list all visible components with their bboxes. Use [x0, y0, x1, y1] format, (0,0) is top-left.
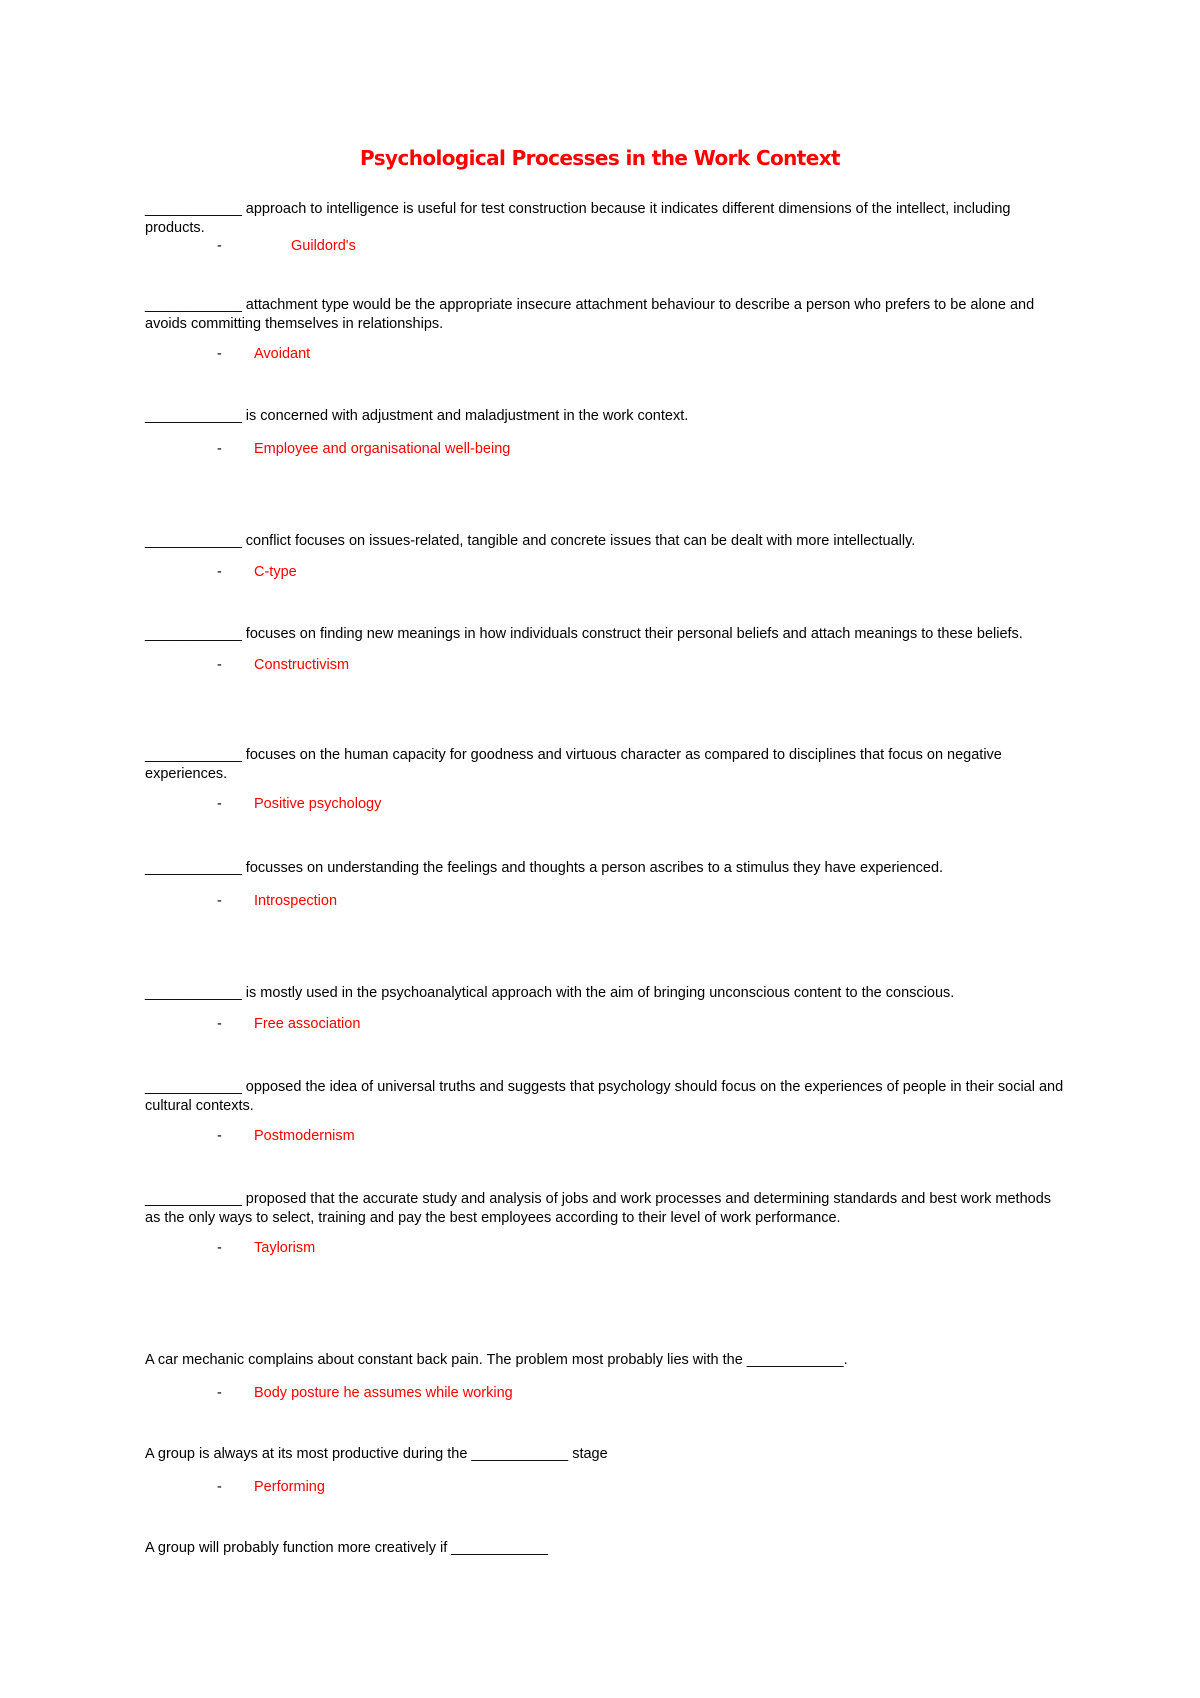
answer-text: Constructivism [254, 656, 350, 673]
answer-bullet: - [217, 440, 222, 457]
question-text: ____________ focuses on finding new meanings in how individuals construct their personal beliefs and attach meanings to these beliefs. [145, 626, 1023, 642]
answer-line [145, 563, 1065, 582]
question-block [145, 746, 1065, 814]
answer-line [145, 345, 1065, 364]
answer-bullet: - [217, 796, 222, 812]
answer-line [145, 1239, 1065, 1258]
answer-text: Employee and organisational well-being [254, 440, 511, 457]
question-text: ____________ attachment type would be the appropriate insecure attachment behaviour to describe a person who prefers to be alone and avoids committing themselves in relationships. [145, 297, 1035, 332]
answer-line [145, 892, 1065, 911]
answer-line [145, 237, 1065, 256]
question-block [145, 625, 1065, 675]
answer-line [145, 1127, 1065, 1146]
answer-line [145, 656, 1065, 675]
answer-bullet: - [217, 1384, 222, 1401]
answer-line [145, 440, 1065, 459]
question-block [145, 984, 1065, 1034]
answer-bullet: - [217, 346, 222, 362]
question-text: A car mechanic complains about constant back pain. The problem most probably lies with the ____________. [145, 1352, 848, 1368]
question-block [145, 407, 1065, 459]
answer-bullet: - [217, 892, 222, 909]
question-block [145, 1539, 1065, 1558]
question-text: ____________ conflict focuses on issues-related, tangible and concrete issues that can be dealt with more intellectually. [145, 533, 916, 549]
answer-bullet: - [217, 563, 222, 580]
answer-bullet: - [217, 1015, 222, 1032]
question-text: ____________ is mostly used in the psychoanalytical approach with the aim of bringing unconscious content to the conscious. [145, 985, 955, 1001]
question-block [145, 296, 1065, 364]
answer-bullet: - [217, 238, 222, 254]
answer-line [145, 1384, 1065, 1403]
answer-bullet: - [217, 1478, 222, 1495]
question-text: ____________ focusses on understanding the feelings and thoughts a person ascribes to a stimulus they have experienced. [145, 860, 944, 876]
question-text: ____________ opposed the idea of universal truths and suggests that psychology should focus on the experiences of people in their social and cultural contexts. [145, 1079, 1064, 1114]
answer-bullet: - [217, 1240, 222, 1256]
question-text: A group will probably function more creatively if ____________ [145, 1540, 549, 1556]
question-text: ____________ approach to intelligence is useful for test construction because it indicates different dimensions of the intellect, including products. [145, 201, 1011, 236]
question-block [145, 1078, 1065, 1146]
answer-text: Postmodernism [254, 1128, 355, 1144]
question-block [145, 1190, 1065, 1258]
question-block [145, 859, 1065, 911]
answer-bullet: - [217, 1128, 222, 1144]
answer-line [145, 795, 1065, 814]
answer-text: Performing [254, 1478, 325, 1495]
answer-text: Avoidant [254, 346, 311, 362]
answer-text: Taylorism [254, 1240, 316, 1256]
document-title: Psychological Processes in the Work Context [360, 146, 840, 170]
question-block [145, 1445, 1065, 1497]
question-text: ____________ focuses on the human capacity for goodness and virtuous character as compared to disciplines that focus on negative experiences. [145, 747, 1002, 782]
answer-text: Body posture he assumes while working [254, 1384, 513, 1401]
question-block [145, 1351, 1065, 1403]
answer-text: Introspection [254, 892, 338, 909]
question-block [145, 532, 1065, 582]
question-text: A group is always at its most productive during the ____________ stage [145, 1446, 608, 1462]
answer-line [145, 1478, 1065, 1497]
answer-text: Positive psychology [254, 796, 382, 812]
question-text: ____________ proposed that the accurate study and analysis of jobs and work processes and determining standards and best work methods as the only ways to select, training and pay the best employees according to their level of work performance. [145, 1191, 1052, 1226]
answer-text: Guildord's [291, 238, 356, 254]
question-block [145, 200, 1065, 256]
answer-line [145, 1015, 1065, 1034]
answer-text: Free association [254, 1015, 361, 1032]
answer-text: C-type [254, 563, 297, 580]
question-text: ____________ is concerned with adjustment and maladjustment in the work context. [145, 408, 689, 424]
answer-bullet: - [217, 656, 222, 673]
